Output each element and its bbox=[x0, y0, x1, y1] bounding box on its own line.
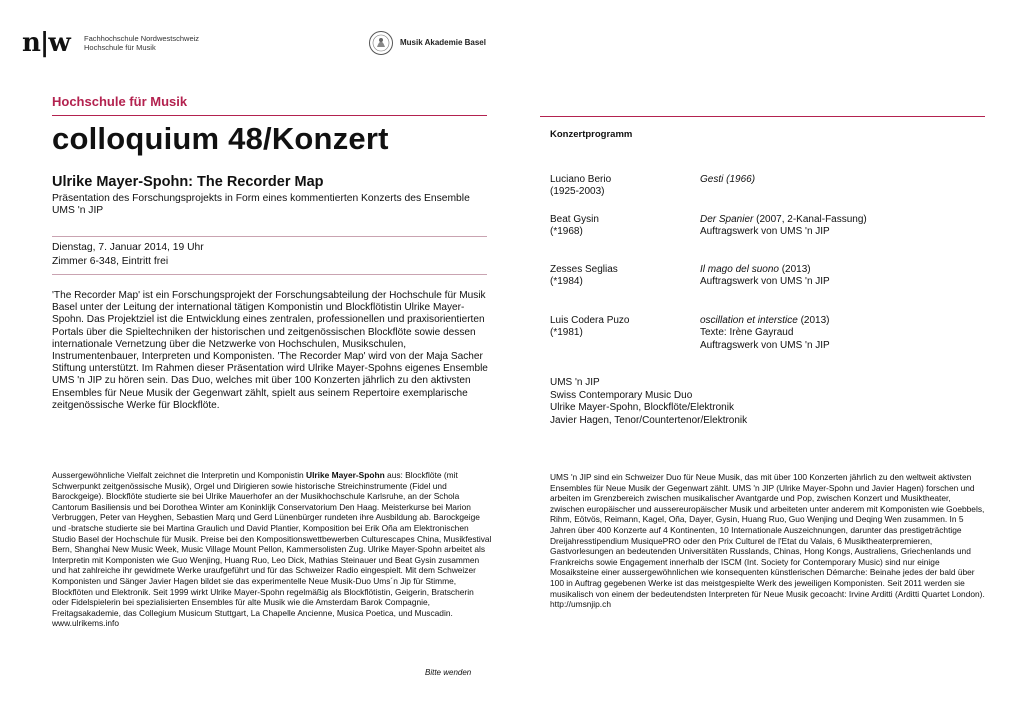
work-title: oscillation et interstice bbox=[700, 315, 798, 326]
divider bbox=[52, 236, 487, 237]
composer-years: (*1981) bbox=[550, 327, 583, 339]
work-title: Der Spanier bbox=[700, 214, 754, 225]
composer-name: Beat Gysin bbox=[550, 214, 599, 225]
divider bbox=[52, 274, 487, 275]
ensemble-block bbox=[550, 377, 747, 427]
ensemble-tagline: Swiss Contemporary Music Duo bbox=[550, 389, 693, 401]
composer-name: Luis Codera Puzo bbox=[550, 315, 630, 326]
page-title: colloquium 48/Konzert bbox=[52, 121, 389, 156]
event-description: Präsentation des Forschungsprojekts in Form eines kommentierten Konzerts des Ensemble UMS 'n JIP bbox=[52, 193, 470, 217]
ensemble-member: Javier Hagen, Tenor/Countertenor/Elektronik bbox=[550, 414, 748, 426]
work-texts: Texte: Irène Gayraud bbox=[700, 327, 794, 339]
artist-bio bbox=[52, 470, 492, 629]
work-title: Gesti (1966) bbox=[700, 174, 756, 185]
fhnw-logo: n|w bbox=[22, 28, 70, 58]
fhnw-logo-text bbox=[84, 34, 199, 52]
work-title: Il mago del suono bbox=[700, 264, 779, 275]
work-commission: Auftragswerk von UMS 'n JIP bbox=[700, 339, 830, 351]
fhnw-name: Fachhochschule Nordwestschweiz bbox=[84, 34, 200, 43]
divider bbox=[540, 116, 985, 117]
program-heading: Konzertprogramm bbox=[550, 129, 633, 140]
work-details: (2007, 2-Kanal-Fassung) bbox=[753, 214, 867, 225]
composer-name: Luciano Berio bbox=[550, 174, 612, 185]
fhnw-school: Hochschule für Musik bbox=[84, 43, 156, 52]
project-paragraph: 'The Recorder Map' ist ein Forschungsprojekt der Forschungsabteilung der Hochschule für Musik Basel unter der Leitung der international tätigen Komponistin und Blockflötistin Ulrike Mayer-Spohn. Das Projektziel ist die Entwicklung eines zentralen, professionellen und praxisorientierten Portals über die Spieltechniken der historischen und zeitgenössischen Blockflöte sowie dessen internationale Vernetzung über die Netzwerke von Hochschulen, Musikschulen, Instrumentenbauer, Interpreten und Komponisten. 'The Recorder Map' wird von der Maja Sacher Stiftung unterstützt. Im Rahmen dieser Präsentation wird Ulrike Mayer-Spohns eigenes Ensemble UMS 'n JIP zu hören sein. Das Duo, welches mit über 100 Konzerten jährlich zu den aktivsten Ensembles für Neue Musik der Gegenwart zählt, spielt aus seinem Repertoire exemplarische zeitgenössische Werke für Blockflöte. bbox=[52, 290, 488, 411]
turn-page-note: Bitte wenden bbox=[425, 668, 472, 677]
bio-artist-name: Ulrike Mayer-Spohn bbox=[306, 470, 385, 480]
bio-body: aus: Blockflöte (mit Schwerpunkt zeitgenössische Musik), Orgel und Dirigieren sowie historische Streichinstrumente (Fidel und Barockgeige). Blockflöte studierte sie bei Ulrike Mauerhofer an der Musikhochschule Karlsruhe, an der Schola Cantorum Basiliensis und bei Dorothea Winter am Koninklijk Conservatorium Den Haag. Meisterkurse bei Marion Verbruggen, Peter van Heyghen, Sebastien Marq und Gerd Lünenbürger rundeten ihre Ausbildung ab. Barockgeige und -bratsche studierte sie bei Martina Graulich und David Plantier, Komposition bei Erik Oña am Elektronischen Studio Basel der Hochschule für Musik. Preise bei den Kompositionswettbewerben Culturescapes China, Musikfestival Bern, Shanghai New Music Week, Music Village Mount Pellon, Kammersolisten Zug. Ulrike Mayer-Spohn arbeitet als Interpretin mit Komponisten wie Guo Wenjing, Huang Ruo, Leo Dick, Mathias Steinauer und Beat Gysin zusammen und hat zahlreiche ihr gewidmete Werke uraufgeführt und für das Schweizer Radio eingespielt. Mit dem Schweizer Komponisten und Sänger Javier Hagen bildet sie das experimentelle Neue Musik-Duo Ums´n Jip für Stimme, Blockflöten und Elektronik. Seit 1999 wirkt Ulrike Mayer-Spohn regelmäßig als Blockflötistin, Geigerin, Bratscherin oder Fidelspielerin bei spezialisierten Ensembles für alte Musik wie die Amsterdam Barok Compagnie, Freitagsakademie, das Collegium Musicum Stuttgart, La Chapelle Ancienne, Musica Poetica, und Muscadin. www.ulrikems.info bbox=[52, 470, 492, 629]
work-details: (2013) bbox=[778, 264, 811, 275]
event-room: Zimmer 6-348, Eintritt frei bbox=[52, 256, 169, 267]
ensemble-bio: UMS 'n JIP sind ein Schweizer Duo für Neue Musik, das mit über 100 Konzerten jährlich zu den weltweit aktivsten Ensembles für Neue Musik der Gegenwart zählt. UMS 'n JIP (Ulrike Mayer-Spohn und Javier Hagen) forschen und arbeiten im Grenzbereich zwischen musikalischer Avantgarde und Pop, zwischen Konzert und Musiktheater, zwischen europäischer und aussereuropäischer Musik und arbeiteten unter anderem mit Komponisten wie Goebbels, Rihm, Eötvös, Reimann, Kagel, Oña, Dayer, Gysin, Huang Ruo, Guo Wenjing und Deqing Wen zusammen. In 5 Jahren über 400 Konzerte auf 4 Kontinenten, 10 Internationale Auszeichnungen, darunter das prestigeträchtige Dreijahresstipendium MusiquePRO oder den Prix Culturel de l'Etat du Valais, 6 Musiktheaterpremieren, Gastvorlesungen an bedeutenden Universitäten Russlands, Chinas, Hong Kongs, Australiens, Griechenlands und Frankreichs sowie Engagement innerhalb der ISCM (Int. Society for Contemporary Music) sind nur einige Mosaiksteine einer aussergewöhnlichen wie konsequenten künstlerischen Démarche: Beinahe jedes der bald über 100 in Auftrag gegebenen Werke ist das meistgespielte Werk des jeweiligen Komponisten. Seit 2011 werden sie musikalisch von einem der bedeutendsten Interpreten für Neue Musik gecoacht: Irvine Arditti (Arditti Quartet London). http://umsnjip.ch bbox=[550, 472, 985, 610]
composer-name: Zesses Seglias bbox=[550, 264, 618, 275]
work-commission: Auftragswerk von UMS 'n JIP bbox=[700, 226, 830, 238]
ensemble-name: UMS 'n JIP bbox=[550, 377, 600, 388]
event-date: Dienstag, 7. Januar 2014, 19 Uhr bbox=[52, 242, 204, 253]
event-subtitle: Ulrike Mayer-Spohn: The Recorder Map bbox=[52, 174, 324, 190]
composer-years: (1925-2003) bbox=[550, 186, 605, 198]
composer-years: (*1984) bbox=[550, 276, 583, 288]
work-commission: Auftragswerk von UMS 'n JIP bbox=[700, 276, 830, 288]
bio-intro: Aussergewöhnliche Vielfalt zeichnet die Interpretin und Komponistin bbox=[52, 470, 307, 480]
school-heading: Hochschule für Musik bbox=[52, 94, 188, 109]
work-details: (2013) bbox=[797, 315, 830, 326]
musik-akademie-seal-icon bbox=[368, 30, 394, 61]
musik-akademie-name: Musik Akademie Basel bbox=[400, 38, 486, 47]
ensemble-member: Ulrike Mayer-Spohn, Blockflöte/Elektronik bbox=[550, 402, 734, 413]
divider bbox=[52, 115, 487, 116]
composer-years: (*1968) bbox=[550, 226, 583, 238]
